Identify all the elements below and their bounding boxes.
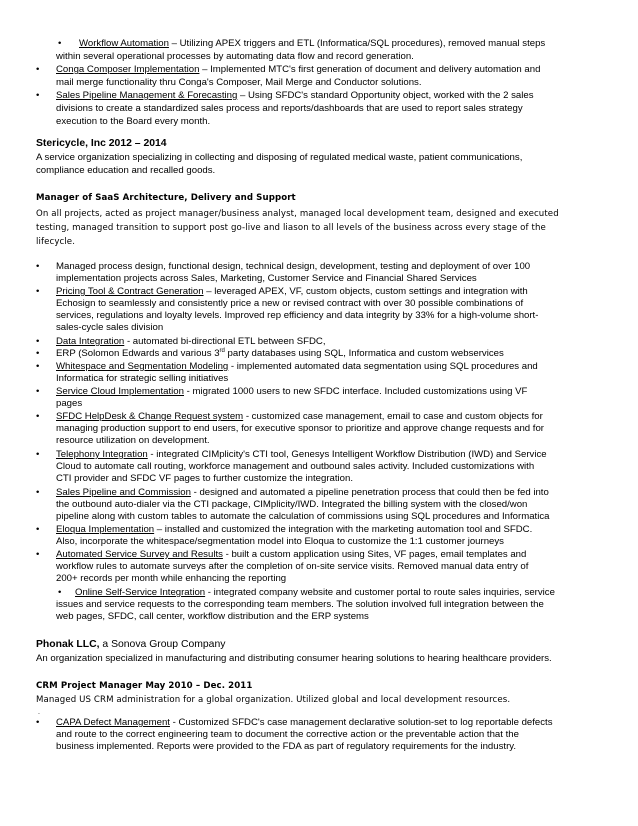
bullet-sales-pipeline-commission: • Sales Pipeline and Commission - designed and automated a pipeline penetration process that could then be fed into: [36, 487, 549, 498]
conga-link[interactable]: Conga Composer Implementation: [56, 64, 200, 75]
sales-pipeline-forecasting-link[interactable]: Sales Pipeline Management & Forecasting: [56, 90, 238, 101]
survey-link[interactable]: Automated Service Survey and Results: [56, 549, 223, 560]
bullet-pricing-tool: • Pricing Tool & Contract Generation – leveraged APEX, VF, custom objects, custom settings and integration with: [36, 286, 528, 297]
bullet-sales-pipeline-forecasting: • Sales Pipeline Management & Forecasting – Using SFDC's standard Opportunity object, worked with the 2 sales: [36, 90, 534, 101]
workflow-automation-link[interactable]: Workflow Automation: [79, 38, 169, 49]
bullet-telephony: • Telephony Integration - integrated CIMplicity's CTI tool, Genesys Intelligent Workflow Distribution (IWD) and Service: [36, 449, 547, 460]
telephony-link[interactable]: Telephony Integration: [56, 449, 148, 460]
self-service-link[interactable]: Online Self-Service Integration: [75, 587, 206, 598]
company-stericycle: Stericycle, Inc 2012 – 2014: [36, 138, 167, 149]
bullet-eloqua: • Eloqua Implementation – installed and customized the integration with the marketing automation tool and SFDC.: [36, 524, 533, 535]
bullet-workflow-automation: • Workflow Automation – Utilizing APEX triggers and ETL (Informatica/SQL procedures), removed manual steps: [58, 38, 546, 49]
sales-pipeline-commission-link[interactable]: Sales Pipeline and Commission: [56, 487, 191, 498]
whitespace-link[interactable]: Whitespace and Segmentation Modeling: [56, 361, 229, 372]
data-integration-link[interactable]: Data Integration: [56, 336, 125, 347]
role-title-crm: CRM Project Manager May 2010 – Dec. 2011: [36, 681, 253, 691]
bullet-erp: • ERP (Solomon Edwards and various 3rd party databases using SQL, Informatica and custom webservices: [36, 347, 504, 359]
bullet-service-cloud: • Service Cloud Implementation - migrated 1000 users to new SFDC interface. Included customizations using VF: [36, 386, 528, 397]
bullet-process-design: • Managed process design, functional design, technical design, development, testing and deployment of over 100: [36, 261, 531, 272]
bullet-conga: • Conga Composer Implementation – Implemented MTC's first generation of document and delivery automation and: [36, 64, 541, 75]
bullet-whitespace: • Whitespace and Segmentation Modeling - implemented automated data segmentation using SQL procedures and: [36, 361, 538, 372]
company-phonak: Phonak LLC,: [36, 639, 100, 650]
service-cloud-link[interactable]: Service Cloud Implementation: [56, 386, 184, 397]
bullet-survey: • Automated Service Survey and Results - built a custom application using Sites, VF pages, email templates and: [36, 549, 527, 560]
bullet-self-service: • Online Self-Service Integration - integrated company website and customer portal to route sales inquiries, service: [58, 587, 555, 598]
resume-page: • Workflow Automation – Utilizing APEX triggers and ETL (Informatica/SQL procedures), removed manual steps within several operational processes by automating data flow and record generation. • Conga Composer Implementation – Implemented MTC's first generation of document and delivery automation and mail merge functionality thru Conga's Composer, Mail Merge and Conductor solutions. • Sales Pipeline Management & Forecasting – Using SFDC's standard Opportunity object, worked with the 2 sales divisions to create a standardized sales process and reports/dashboards that are used to report sales strategy execution to the Board every month. Stericycle, Inc 2012 – 2014 A service organization specializing in collecting and disposing of regulated medical waste, patient communications, compliance education and recalled goods. Manager of SaaS Architecture, Delivery and Support On all projects, acted as project manager/business analyst, managed local development team, designed and executed testing, managed transition to support post go-live and liason to all levels of the business across every stage of the lifecycle. • Managed process design, functional design, technical design, development, testing and deployment of over 100 implementation projects across Sales, Marketing, Customer Service and Financial Shared Services • Pricing Tool & Contract Generation – leveraged APEX, VF, custom objects, custom settings and integration with Echosign to seamlessly and consistently price a new or revised contract with over 30 possible combinations of services, regulations and loyalty levels. Improved rep efficiency and data integrity by 33% for a high-volume short- sales-cycle sales division • Data Integration - automated bi-directional ETL between SFDC, • ERP (Solomon Edwards and various 3rd party databases using SQL, Informatica and custom webservices • Whitespace and Segmentation Modeling - implemented automated data segmentation using SQL procedures and Informatica for strategic selling initiatives • Service Cloud Implementation - migrated 1000 users to new SFDC interface. Included customizations using VF pages • SFDC HelpDesk & Change Request system - customized case management, email to case and custom objects for managing production support to end users, for executive sponsor to prioritize and approve change requests and for resource utilization on development. • Telephony Integration - integrated CIMplicity's CTI tool, Genesys Intelligent Workflow Distribution (IWD) and Service Cloud to automate call routing, workforce management and outbound sales activity. Included customizations with CTI provider and SFDC VF pages to further customize the integration. • Sales Pipeline and Commission - designed and automated a pipeline penetration process that could then be fed into the outbound auto-dialer via the CTI package, CIMplicity/IWD. Integrated the billing system with the closed/won pipeline along with custom tables to automate the calculation of commissions using SQL procedures and Informatica • Eloqua Implementation – installed and customized the integration with the marketing automation tool and SFDC. Also, incorporate the whitespace/segmentation model into Eloqua to customize the 1:1 customer journeys • Automated Service Survey and Results - built a custom application using Sites, VF pages, email templates and workflow rules to automate surveys after the completion of on-site service visits. Removed manual data entry of 200+ records per month while enhancing the reporting • Online Self-Service Integration - integrated company website and customer portal to route sales inquiries, service issues and service requests to the corresponding team members. The solution involved full integration between the web pages, SFDC, call center, workflow distribution and the ERP systems Phonak LLC, a Sonova Group Company An organization specialized in manufacturing and distributing consumer hearing solutions to hearing healthcare providers. CRM Project Manager May 2010 – Dec. 2011 Managed US CRM administration for a global organization. Utilized global and local development resources. . • CAPA Defect Management - Customized SFDC's case management declarative solution-set to log reportable defects and route to the correct engineering team to document the corrective action or the preventable action that the business implemented. Reports were provided to the FDA as part of regulatory requirements for the industry.: [0, 0, 638, 826]
bullet-capa: • CAPA Defect Management - Customized SFDC's case management declarative solution-set to log reportable defects: [36, 717, 553, 728]
helpdesk-link[interactable]: SFDC HelpDesk & Change Request system: [56, 411, 244, 422]
capa-link[interactable]: CAPA Defect Management: [56, 717, 170, 728]
pricing-tool-link[interactable]: Pricing Tool & Contract Generation: [56, 286, 204, 297]
bullet-data-integration: • Data Integration - automated bi-directional ETL between SFDC,: [36, 336, 326, 347]
role-title-saas: Manager of SaaS Architecture, Delivery and Support: [36, 193, 296, 203]
bullet-helpdesk: • SFDC HelpDesk & Change Request system - customized case management, email to case and custom objects for: [36, 411, 543, 422]
eloqua-link[interactable]: Eloqua Implementation: [56, 524, 155, 535]
